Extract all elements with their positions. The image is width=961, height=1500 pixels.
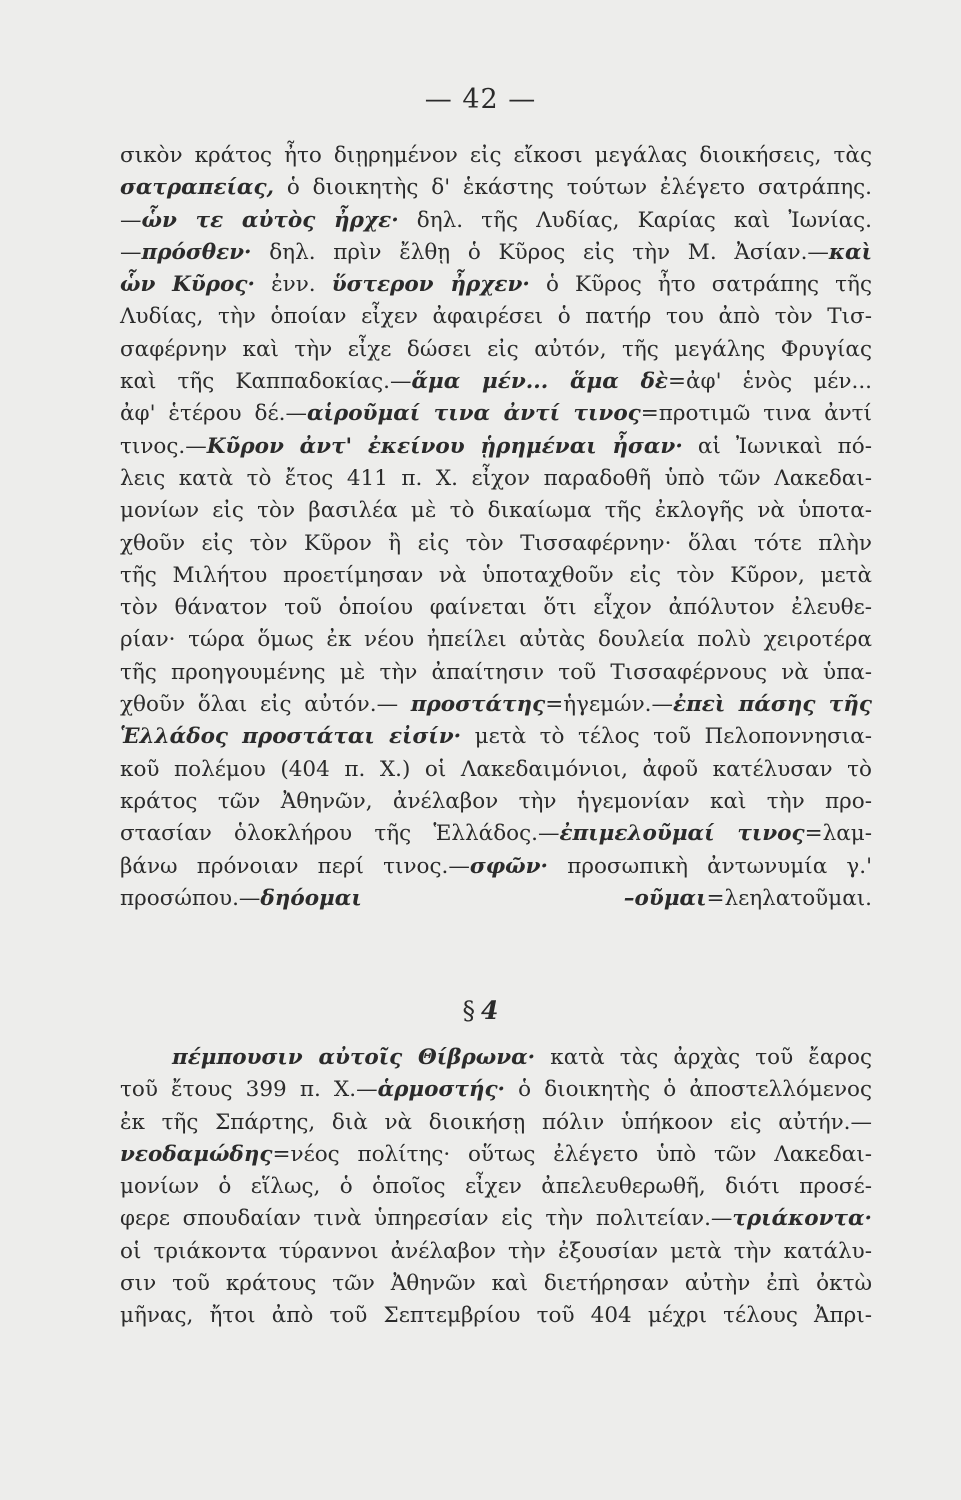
gloss-text: στασίαν ὁλοκλήρου τῆς Ἑλλάδος.—	[120, 821, 560, 847]
text-line	[120, 689, 872, 721]
gloss-text: χθοῦν ὅλαι εἰς αὐτόν.—	[120, 692, 411, 718]
text-line	[120, 1203, 872, 1235]
section-sign: §	[462, 996, 476, 1025]
lemma-term: ἐπεὶ πάσης τῆς	[673, 692, 872, 718]
text-line	[120, 1171, 872, 1203]
lemma-term: καὶ	[828, 239, 872, 265]
gloss-text: κοῦ πολέμου (404 π. Χ.) οἱ Λακεδαιμόνιοι, ἀφοῦ κατέλυσαν τὸ	[120, 756, 872, 782]
text-line	[120, 1300, 872, 1332]
text-line	[120, 592, 872, 624]
lemma-term: δηόομαι –οῦμαι	[260, 885, 707, 911]
gloss-text: =ἀφ' ἑνὸς μέν...	[668, 369, 873, 395]
page-number: — 42 —	[424, 84, 537, 115]
lemma-term: ὕστερον ἦρχεν·	[331, 272, 530, 298]
gloss-text: μετὰ τὸ τέλος τοῦ Πελοποννησια-	[461, 724, 872, 750]
gloss-text: δηλ. τῆς Λυδίας, Καρίας καὶ Ἰωνίας.	[398, 207, 872, 233]
text-line	[120, 301, 872, 333]
text-line	[120, 786, 872, 818]
text-line	[120, 398, 872, 430]
gloss-text: καὶ τῆς Καππαδοκίας.—	[120, 369, 412, 395]
gloss-text: κατὰ τὰς ἀρχὰς τοῦ ἔαρος	[535, 1045, 872, 1070]
gloss-text: μονίων ὁ εἵλως, ὁ ὁποῖος εἶχεν ἀπελευθερωθῆ, διότι προσέ-	[120, 1174, 872, 1200]
gloss-text: λεις κατὰ τὸ ἔτος 411 π. Χ. εἶχον παραδοθῆ ὑπὸ τῶν Λακεδαι-	[120, 465, 872, 491]
gloss-text: μῆνας, ἤτοι ἀπὸ τοῦ Σεπτεμβρίου τοῦ 404 μέχρι τέλους Ἀπρι-	[120, 1303, 872, 1329]
gloss-text: μονίων εἰς τὸν βασιλέα μὲ τὸ δικαίωμα τῆς ἐκλογῆς νὰ ὑποτα-	[120, 498, 872, 524]
lemma-term: πέμπουσιν αὐτοῖς Θίβρωνα·	[172, 1045, 536, 1070]
lemma-term: ἐπιμελοῦμαί τινος	[559, 821, 805, 847]
lemma-term: σφῶν·	[469, 853, 549, 879]
commentary-block-2	[120, 1042, 872, 1333]
gloss-text: χθοῦν εἰς τὸν Κῦρον ἢ εἰς τὸν Τισσαφέρνην· ὅλαι τότε πλὴν	[120, 530, 872, 556]
lemma-term: ἁρμοστής·	[377, 1077, 506, 1103]
gloss-text: φερε σπουδαίαν τινὰ ὑπηρεσίαν εἰς τὴν πολιτείαν.—	[120, 1206, 733, 1232]
gloss-text: τῆς Μιλήτου προετίμησαν νὰ ὑποταχθοῦν εἰς τὸν Κῦρον, μετὰ	[120, 562, 872, 588]
gloss-text: τὸν θάνατον τοῦ ὁποίου φαίνεται ὅτι εἶχον ἀπόλυτον ἐλευθε-	[120, 595, 872, 621]
gloss-text: —	[120, 207, 142, 233]
section-heading	[0, 996, 961, 1025]
text-line	[120, 1042, 872, 1074]
text-line	[120, 431, 872, 463]
text-line	[120, 624, 872, 656]
lemma-term: προστάτης	[410, 692, 546, 718]
text-line	[120, 851, 872, 883]
gloss-text: προσώπου.—	[120, 885, 261, 911]
gloss-text: ἀφ' ἑτέρου δέ.—	[120, 401, 307, 427]
text-line	[120, 721, 872, 753]
text-line	[120, 269, 872, 301]
gloss-text: σιν τοῦ κράτους τῶν Ἀθηνῶν καὶ διετήρησαν αὐτὴν ἐπὶ ὀκτὼ	[120, 1271, 872, 1297]
text-line	[120, 1139, 872, 1171]
gloss-text: —	[120, 239, 142, 265]
gloss-text: =νέος πολίτης· οὕτως ἐλέγετο ὑπὸ τῶν Λακεδαι-	[272, 1141, 872, 1167]
commentary-block-1	[120, 140, 872, 915]
gloss-text: σικὸν κράτος ἦτο διῃρημένον εἰς εἴκοσι μεγάλας διοικήσεις, τὰς	[120, 143, 872, 168]
lemma-term: ὧν τε αὐτὸς ἦρχε·	[141, 207, 399, 233]
gloss-text: ὁ διοικητὴς δ' ἑκάστης τούτων ἐλέγετο σατράπης.	[274, 175, 872, 201]
gloss-text: ὁ διοικητὴς ὁ ἀποστελλόμενος	[505, 1077, 873, 1103]
gloss-text: =λεηλατοῦμαι.	[706, 885, 872, 911]
lemma-term: Κῦρον ἀντ' ἐκείνου ᾑρημέναι ἦσαν·	[206, 433, 683, 459]
lemma-term: πρόσθεν·	[141, 239, 252, 265]
gloss-text: προσωπικὴ ἀντωνυμία γ.'	[548, 853, 872, 879]
text-line	[120, 883, 872, 915]
gloss-text: αἱ Ἰωνικαὶ πό-	[682, 433, 872, 459]
gloss-text: ρίαν· τώρα ὅμως ἐκ νέου ἠπείλει αὐτὰς δουλεία πολὺ χειροτέρα	[120, 627, 872, 653]
lemma-term: σατραπείας,	[120, 175, 275, 201]
text-line	[120, 818, 872, 850]
gloss-text: τινος.—	[120, 433, 207, 459]
lemma-term: νεοδαμώδης	[120, 1141, 273, 1167]
section-number: 4	[481, 996, 499, 1025]
text-line	[120, 237, 872, 269]
text-line	[120, 172, 872, 204]
text-line	[120, 1236, 872, 1268]
gloss-text: =λαμ-	[804, 821, 872, 847]
lemma-term: ὧν Κῦρος·	[120, 272, 255, 298]
gloss-text: =ἡγεμών.—	[545, 692, 673, 718]
text-line	[120, 205, 872, 237]
lemma-term: Ἑλλάδος προστάται εἰσίν·	[120, 724, 462, 750]
text-line	[120, 657, 872, 689]
lemma-term: αἱροῦμαί τινα ἀντί τινος	[306, 401, 641, 427]
gloss-text: ἐκ τῆς Σπάρτης, διὰ νὰ διοικήσῃ πόλιν ὑπήκοον εἰς αὐτήν.—	[120, 1109, 872, 1135]
lemma-term: ἅμα μέν... ἅμα δὲ	[411, 369, 668, 395]
gloss-text: =προτιμῶ τινα ἀντί	[640, 401, 872, 427]
gloss-text: ὁ Κῦρος ἦτο σατράπης τῆς	[529, 272, 872, 298]
text-line	[120, 366, 872, 398]
text-line	[120, 1107, 872, 1139]
gloss-text: Λυδίας, τὴν ὁποίαν εἶχεν ἀφαιρέσει ὁ πατήρ του ἀπὸ τὸν Τισ-	[120, 304, 872, 330]
text-line	[120, 495, 872, 527]
text-line	[120, 560, 872, 592]
gloss-text: ἐνν.	[254, 272, 332, 298]
text-line	[120, 1074, 872, 1106]
gloss-text: κράτος τῶν Ἀθηνῶν, ἀνέλαβον τὴν ἡγεμονίαν καὶ τὴν προ-	[120, 788, 872, 814]
gloss-text: βάνω πρόνοιαν περί τινος.—	[120, 853, 470, 879]
lemma-term: τριάκοντα·	[732, 1206, 872, 1232]
gloss-text: τοῦ ἔτους 399 π. Χ.—	[120, 1077, 378, 1103]
gloss-text: τῆς προηγουμένης μὲ τὴν ἀπαίτησιν τοῦ Τισσαφέρνους νὰ ὑπα-	[120, 659, 872, 685]
gloss-text: οἱ τριάκοντα τύραννοι ἀνέλαβον τὴν ἐξουσίαν μετὰ τὴν κατάλυ-	[120, 1238, 872, 1264]
text-line	[120, 1268, 872, 1300]
text-line	[120, 754, 872, 786]
text-line	[120, 140, 872, 172]
text-line	[120, 463, 872, 495]
gloss-text: σαφέρνην καὶ τὴν εἶχε δώσει εἰς αὐτόν, τῆς μεγάλης Φρυγίας	[120, 336, 872, 362]
text-line	[120, 528, 872, 560]
gloss-text: δηλ. πρὶν ἔλθῃ ὁ Κῦρος εἰς τὴν Μ. Ἀσίαν.—	[251, 239, 829, 265]
text-line	[120, 334, 872, 366]
